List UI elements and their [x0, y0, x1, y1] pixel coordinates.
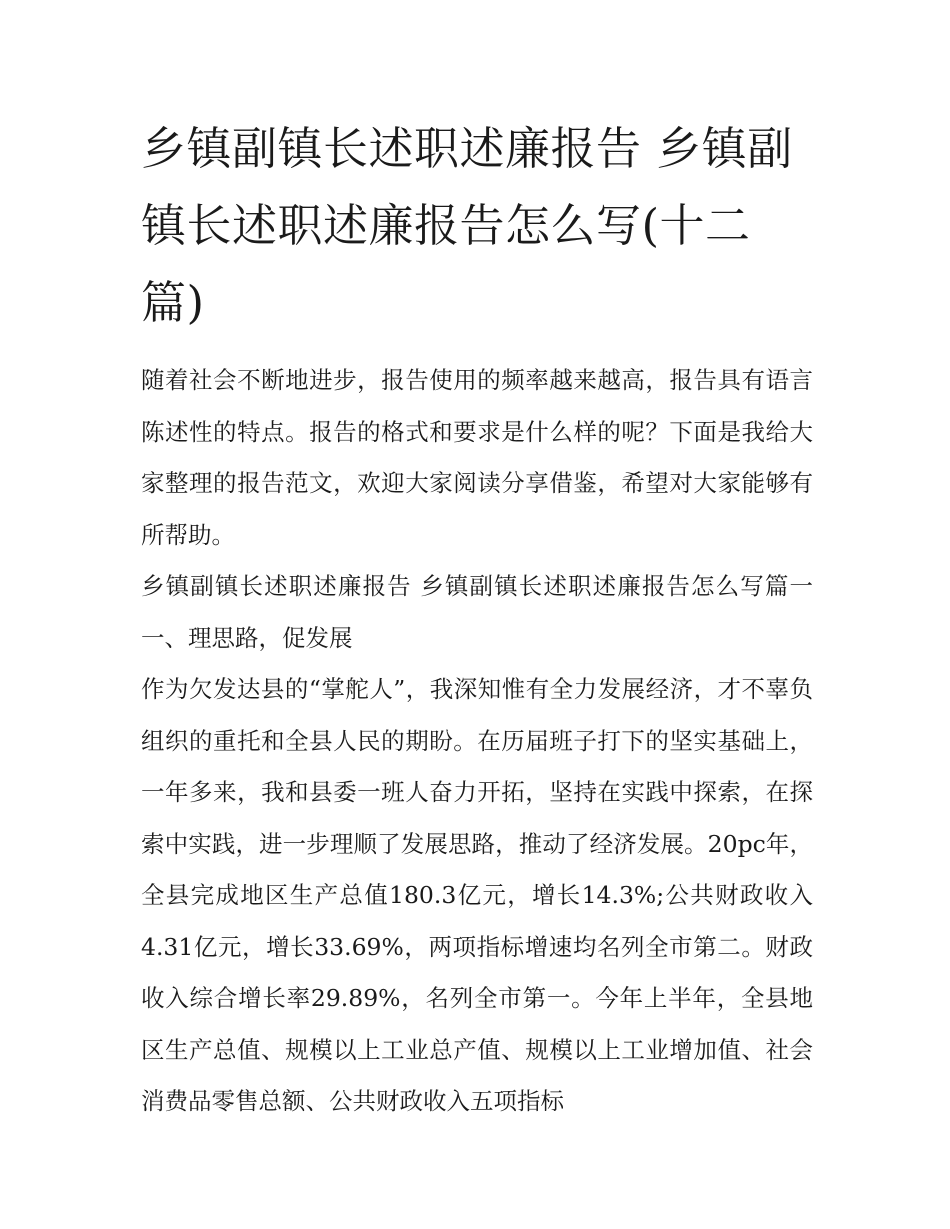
document-body [141, 355, 813, 1128]
intro-paragraph: 随着社会不断地进步，报告使用的频率越来越高，报告具有语言陈述性的特点。报告的格式和要求是什么样的呢？下面是我给大家整理的报告范文，欢迎大家阅读分享借鉴，希望对大家能够有所帮助。 [141, 366, 813, 549]
body-paragraph: 作为欠发达县的“掌舵人”，我深知惟有全力发展经济，才不辜负组织的重托和全县人民的期盼。在历届班子打下的坚实基础上，一年多来，我和县委一班人奋力开拓，坚持在实践中探索，在探索中实践，进一步理顺了发展思路，推动了经济发展。20pc年，全县完成地区生产总值180.3亿元，增长14.3%;公共财政收入4.31亿元，增长33.69%，两项指标增速均名列全市第二。财政收入综合增长率29.89%，名列全市第一。今年上半年，全县地区生产总值、规模以上工业总产值、规模以上工业增加值、社会消费品零售总额、公共财政收入五项指标 [141, 675, 813, 1115]
section-heading-paragraph: 乡镇副镇长述职述廉报告 乡镇副镇长述职述廉报告怎么写篇一 一、理思路，促发展 [141, 572, 813, 652]
document-page [141, 110, 813, 1128]
document-title: 乡镇副镇长述职述廉报告 乡镇副镇长述职述廉报告怎么写(十二篇) [141, 122, 793, 329]
